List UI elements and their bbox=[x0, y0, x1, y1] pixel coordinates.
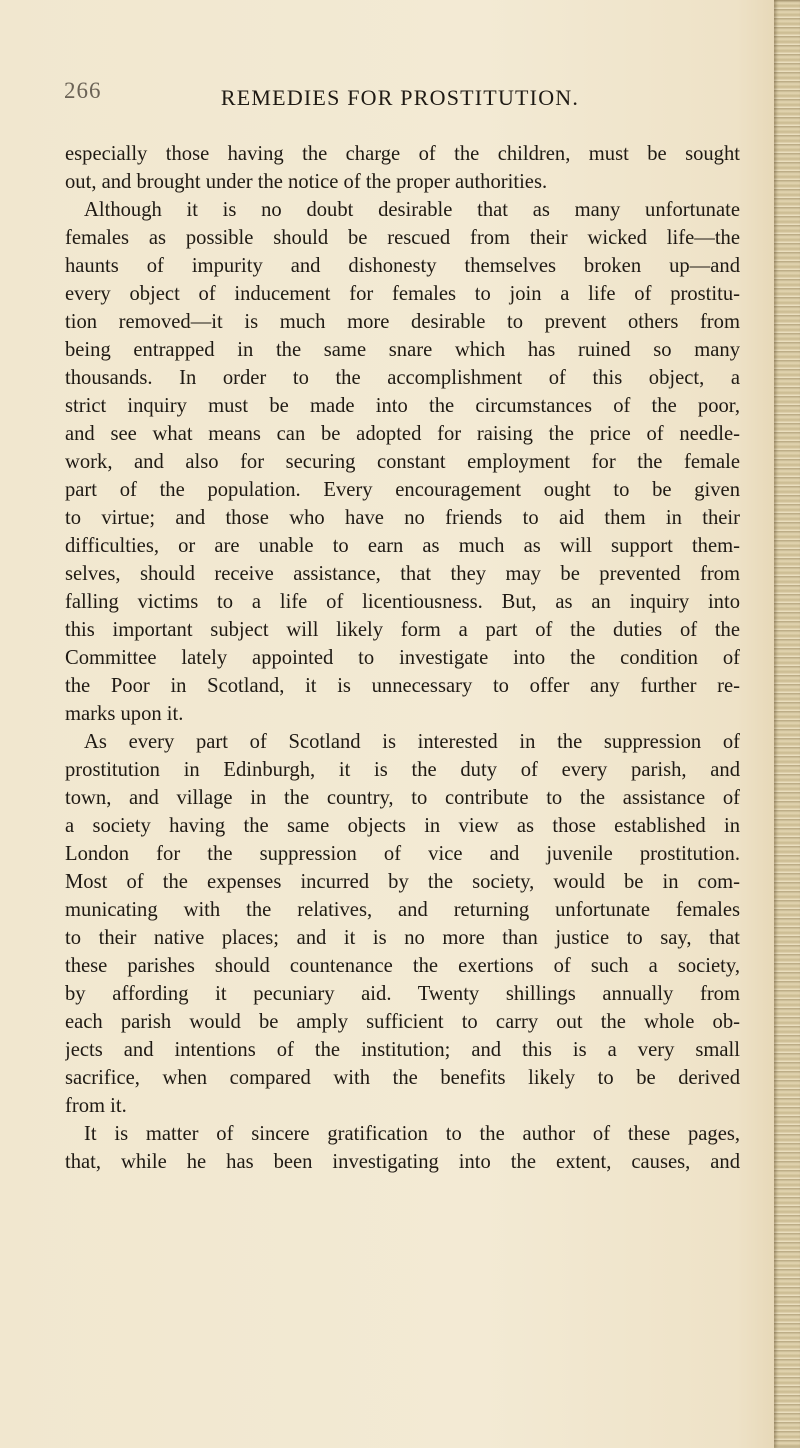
running-title: REMEDIES FOR PROSTITUTION. bbox=[220, 85, 580, 110]
text-line: the Poor in Scotland, it is unnecessary to offer any further re- bbox=[65, 675, 740, 697]
text-line: to virtue; and those who have no friends to aid them in their bbox=[65, 507, 740, 529]
text-line: thousands. In order to the accomplishment of this object, a bbox=[65, 367, 740, 389]
text-line: Although it is no doubt desirable that as many unfortunate bbox=[84, 199, 740, 221]
text-line: marks upon it. bbox=[65, 703, 184, 725]
text-line: a society having the same objects in view as those established in bbox=[65, 815, 740, 837]
text-line: this important subject will likely form a part of the duties of the bbox=[65, 619, 740, 641]
text-line: out, and brought under the notice of the proper authorities. bbox=[65, 171, 548, 193]
text-line: each parish would be amply sufficient to carry out the whole ob- bbox=[65, 1011, 740, 1033]
text-line: It is matter of sincere gratification to the author of these pages, bbox=[84, 1123, 740, 1145]
text-line: falling victims to a life of licentiousness. But, as an inquiry into bbox=[65, 591, 740, 613]
text-line: these parishes should countenance the exertions of such a society, bbox=[65, 955, 740, 977]
text-line: haunts of impurity and dishonesty themselves broken up—and bbox=[65, 255, 740, 277]
text-line: that, while he has been investigating into the extent, causes, and bbox=[65, 1151, 740, 1173]
text-line: being entrapped in the same snare which has ruined so many bbox=[65, 339, 740, 361]
page-number: 266 bbox=[64, 78, 102, 103]
text-line: from it. bbox=[65, 1095, 127, 1117]
text-line: sacrifice, when compared with the benefits likely to be derived bbox=[65, 1067, 740, 1089]
text-line: town, and village in the country, to contribute to the assistance of bbox=[65, 787, 740, 809]
text-line: by affording it pecuniary aid. Twenty shillings annually from bbox=[65, 983, 740, 1005]
text-line: selves, should receive assistance, that they may be prevented from bbox=[65, 563, 740, 585]
page-edge bbox=[774, 0, 800, 1448]
text-line: municating with the relatives, and returning unfortunate females bbox=[65, 899, 740, 921]
text-line: especially those having the charge of the children, must be sought bbox=[65, 143, 740, 165]
text-line: work, and also for securing constant employment for the female bbox=[65, 451, 740, 473]
text-line: strict inquiry must be made into the circumstances of the poor, bbox=[65, 395, 740, 417]
text-line: prostitution in Edinburgh, it is the duty of every parish, and bbox=[65, 759, 740, 781]
text-line: every object of inducement for females to join a life of prostitu- bbox=[65, 283, 740, 305]
text-line: part of the population. Every encouragement ought to be given bbox=[65, 479, 740, 501]
text-line: and see what means can be adopted for raising the price of needle- bbox=[65, 423, 740, 445]
text-line: tion removed—it is much more desirable to prevent others from bbox=[65, 311, 740, 333]
text-line: As every part of Scotland is interested in the suppression of bbox=[84, 731, 740, 753]
text-line: Most of the expenses incurred by the society, would be in com- bbox=[65, 871, 740, 893]
text-line: London for the suppression of vice and juvenile prostitution. bbox=[65, 843, 740, 865]
text-line: to their native places; and it is no more than justice to say, that bbox=[65, 927, 740, 949]
body-text bbox=[65, 140, 740, 1176]
text-line: Committee lately appointed to investigate into the condition of bbox=[65, 647, 740, 669]
text-line: females as possible should be rescued from their wicked life—the bbox=[65, 227, 740, 249]
text-line: jects and intentions of the institution; and this is a very small bbox=[65, 1039, 740, 1061]
text-line: difficulties, or are unable to earn as much as will support them- bbox=[65, 535, 740, 557]
